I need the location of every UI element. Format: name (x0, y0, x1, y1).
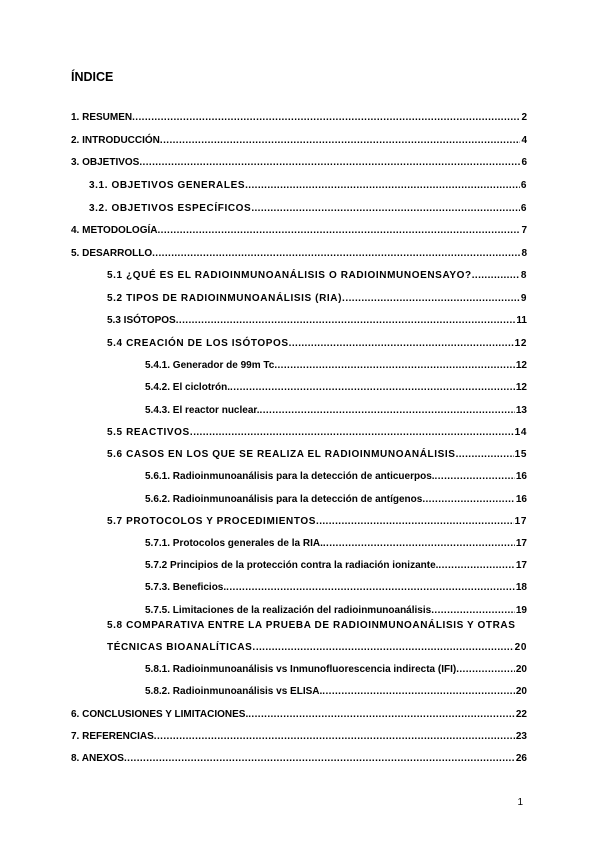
toc-entry-referencias[interactable] (71, 727, 527, 743)
toc-leader (431, 605, 515, 617)
toc-page: 14 (514, 427, 527, 438)
toc-label: 1. RESUMEN (71, 112, 133, 123)
toc-page: 8 (521, 248, 527, 259)
toc-leader (248, 709, 515, 721)
toc-entry-introduccion[interactable] (71, 131, 527, 147)
toc-entry-desarrollo[interactable] (71, 244, 527, 260)
toc-label: 3.1. OBJETIVOS GENERALES (89, 180, 246, 191)
toc-entry-objetivos-generales[interactable] (89, 176, 527, 192)
toc-leader (160, 135, 521, 147)
toc-page: 12 (515, 360, 527, 371)
toc-page: 15 (514, 449, 527, 460)
toc-page: 6 (520, 203, 527, 214)
toc-label: 5.4.2. El ciclotrón. (145, 382, 231, 393)
toc-label: 8. ANEXOS (71, 753, 124, 764)
toc-page: 17 (514, 516, 527, 527)
toc-leader (176, 315, 516, 327)
toc-leader (245, 180, 520, 192)
toc-page: 19 (515, 605, 527, 616)
toc-leader (316, 516, 514, 528)
toc-leader (226, 582, 515, 594)
toc-entry-5-1[interactable] (107, 266, 527, 282)
toc-leader (193, 427, 513, 439)
toc-label: 5.4.1. Generador de 99m Tc (145, 360, 275, 371)
toc-label: 5.7.5. Limitaciones de la realización del radioinmunoanálisis (145, 605, 432, 616)
toc-entry-5-8-line1[interactable]: 5.8 COMPARATIVA ENTRE LA PRUEBA DE RADIOINMUNOANÁLISIS Y OTRAS (107, 620, 516, 631)
toc-entry-5-4-2[interactable] (145, 378, 527, 394)
toc-entry-5-8-2[interactable] (145, 682, 527, 698)
toc-page: 12 (515, 382, 527, 393)
toc-leader (124, 753, 515, 765)
toc-label: 5.4.3. El reactor nuclear. (145, 405, 260, 416)
toc-entry-objetivos[interactable] (71, 153, 527, 169)
toc-label: 5.1 ¿QUÉ ES EL RADIOINMUNOANÁLISIS O RADIOINMUNOENSAYO? (107, 270, 472, 281)
toc-entry-metodologia[interactable] (71, 221, 527, 237)
page-number: 1 (517, 797, 523, 808)
toc-entry-5-4-1[interactable] (145, 356, 527, 372)
toc-label: TÉCNICAS BIOANALÍTICAS. (107, 642, 256, 653)
toc-page: 7 (521, 225, 527, 236)
toc-entry-5-4[interactable] (107, 334, 527, 350)
toc-entry-5-6-2[interactable] (145, 490, 527, 506)
toc-page: 20 (514, 642, 527, 653)
toc-entry-5-6-1[interactable] (145, 467, 527, 483)
toc-label: 5.8.2. Radioinmunoanálisis vs ELISA. (145, 686, 323, 697)
toc-label: 5.4 CREACIÓN DE LOS ISÓTOPOS (107, 338, 289, 349)
toc-page: 20 (515, 664, 527, 675)
toc-page: 12 (514, 338, 527, 349)
toc-leader (323, 538, 515, 550)
toc-entry-5-5[interactable] (107, 423, 527, 439)
toc-entry-5-3[interactable] (107, 311, 527, 327)
toc-label: 3.2. OBJETIVOS ESPECÍFICOS (89, 203, 252, 214)
toc-leader (158, 225, 521, 237)
toc-label: 5.2 TIPOS DE RADIOINMUNOANÁLISIS (RIA). (107, 293, 346, 304)
toc-label: 5.8.1. Radioinmunoanálisis vs Inmunofluorescencia indirecta (IFI) (145, 664, 457, 675)
toc-label: 5.6 CASOS EN LOS QUE SE REALIZA EL RADIOINMUNOANÁLISIS (107, 449, 456, 460)
toc-leader (274, 360, 515, 372)
toc-page: 23 (515, 731, 527, 742)
toc-leader (139, 157, 520, 169)
toc-label: 5.3 ISÓTOPOS (107, 315, 176, 326)
toc-entry-5-6[interactable] (107, 445, 527, 461)
toc-leader (289, 338, 514, 350)
toc-page: 4 (521, 135, 527, 146)
toc-entry-5-7[interactable] (107, 512, 527, 528)
toc-entry-5-7-2[interactable] (145, 556, 527, 572)
toc-page: 17 (515, 560, 527, 571)
toc-page: 16 (515, 494, 527, 505)
toc-page: 8 (520, 270, 527, 281)
toc-leader (456, 664, 515, 676)
toc-leader (251, 203, 520, 215)
toc-label: 5.6.2. Radioinmunoanálisis para la detección de antígenos (145, 494, 423, 505)
toc-label: 5.7 PROTOCOLOS Y PROCEDIMIENTOS (107, 516, 317, 527)
toc-entry-5-8[interactable] (107, 638, 527, 654)
toc-entry-5-2[interactable] (107, 289, 527, 305)
toc-leader (154, 731, 515, 743)
toc-leader (322, 686, 515, 698)
toc-leader (132, 112, 520, 124)
toc-page: 6 (521, 157, 527, 168)
toc-label: 5.7.2 Principios de la protección contra la radiación ionizante. (145, 560, 439, 571)
toc-page: 13 (515, 405, 527, 416)
toc-label: 5.7.1. Protocolos generales de la RIA. (145, 538, 323, 549)
toc-entry-anexos[interactable] (71, 749, 527, 765)
toc-label: 7. REFERENCIAS (71, 731, 154, 742)
toc-leader (152, 248, 520, 260)
toc-page: 22 (515, 709, 527, 720)
toc-leader (256, 642, 514, 654)
toc-leader (438, 560, 514, 572)
toc-page: 20 (515, 686, 527, 697)
page-title: ÍNDICE (71, 70, 114, 84)
toc-leader (345, 293, 519, 305)
toc-leader (472, 270, 520, 282)
toc-leader (230, 382, 515, 394)
toc-label: 2. INTRODUCCIÓN (71, 135, 160, 146)
toc-entry-objetivos-especificos[interactable] (89, 199, 527, 215)
toc-page: 11 (516, 315, 527, 326)
toc-entry-resumen[interactable] (71, 108, 527, 124)
toc-label: 6. CONCLUSIONES Y LIMITACIONES. (71, 709, 249, 720)
toc-entry-5-7-5[interactable] (145, 601, 527, 617)
toc-entry-conclusiones[interactable] (71, 705, 527, 721)
toc-entry-5-7-1[interactable] (145, 534, 527, 550)
toc-label: 5.5 REACTIVOS. (107, 427, 194, 438)
toc-page: 6 (520, 180, 527, 191)
toc-entry-5-4-3[interactable] (145, 401, 527, 417)
toc-page: 17 (515, 538, 527, 549)
toc-page: 16 (515, 471, 527, 482)
toc-entry-5-7-3[interactable] (145, 578, 527, 594)
toc-entry-5-8-1[interactable] (145, 660, 527, 676)
toc-page: 18 (515, 582, 527, 593)
toc-label: 5.7.3. Beneficios. (145, 582, 227, 593)
toc-page: 2 (521, 112, 527, 123)
toc-leader (435, 471, 515, 483)
toc-leader (422, 494, 515, 506)
toc-page: 9 (520, 293, 527, 304)
toc-label: 3. OBJETIVOS (71, 157, 140, 168)
toc-label: 4. METODOLOGÍA (71, 225, 158, 236)
toc-leader (260, 405, 515, 417)
toc-label: 5.6.1. Radioinmunoanálisis para la detección de anticuerpos. (145, 471, 435, 482)
toc-leader (456, 449, 514, 461)
toc-label: 5. DESARROLLO (71, 248, 153, 259)
toc-page: 26 (515, 753, 527, 764)
